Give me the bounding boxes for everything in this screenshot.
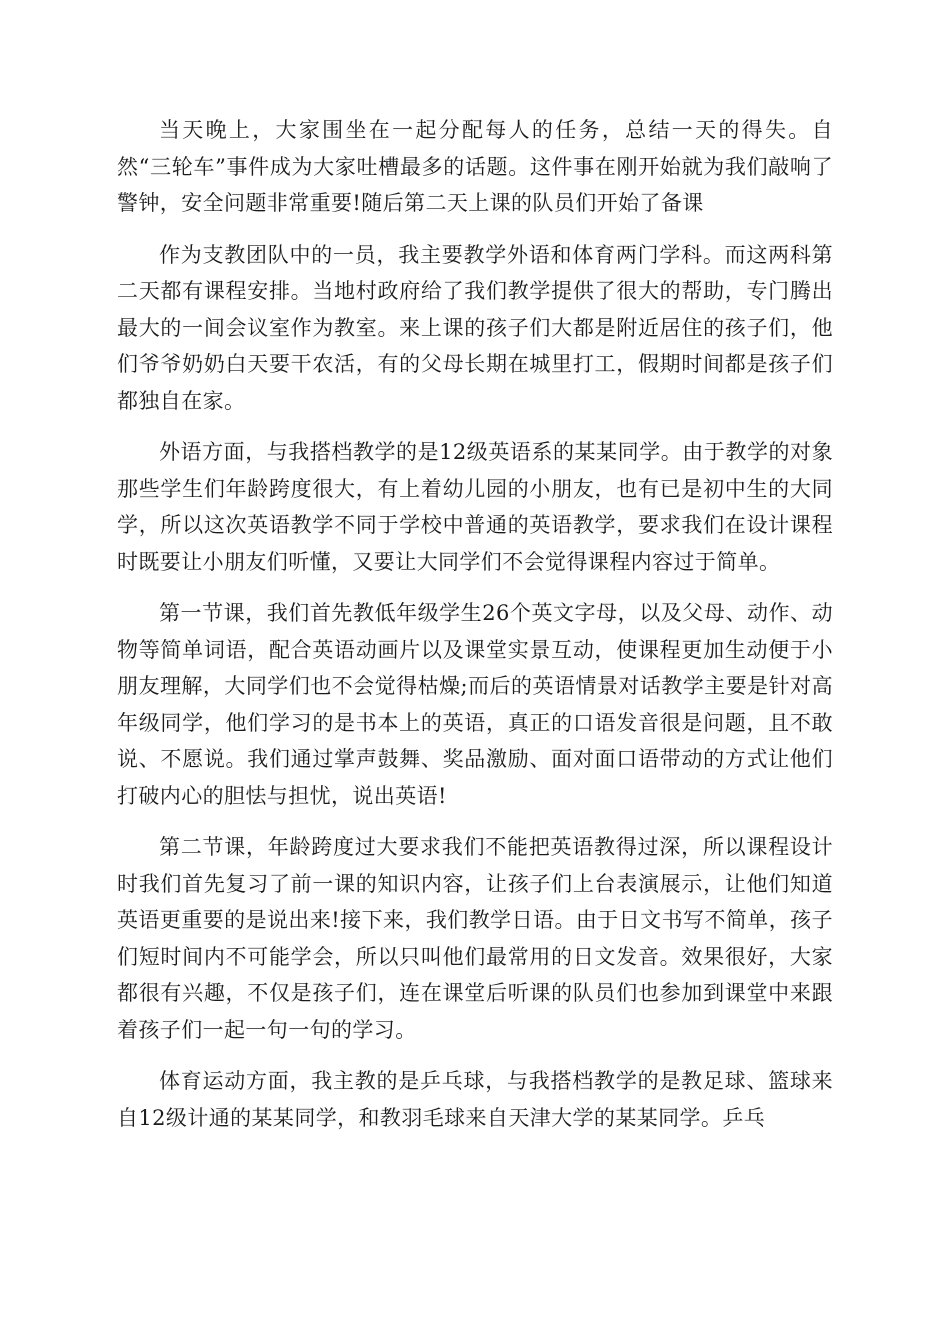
paragraph: 外语方面，与我搭档教学的是12级英语系的某某同学。由于教学的对象那些学生们年龄跨度很大，有上着幼儿园的小朋友，也有已是初中生的大同学，所以这次英语教学不同于学校中普通的英语教学，要求我们在设计课程时既要让小朋友们听懂，又要让大同学们不会觉得课程内容过于简单。 [117,440,833,574]
paragraph: 作为支教团队中的一员，我主要教学外语和体育两门学科。而这两科第二天都有课程安排。当地村政府给了我们教学提供了很大的帮助，专门腾出最大的一间会议室作为教室。来上课的孩子们大都是附近居住的孩子们，他们爷爷奶奶白天要干农活，有的父母长期在城里打工，假期时间都是孩子们都独自在家。 [117,242,833,413]
paragraph: 体育运动方面，我主教的是乒乓球，与我搭档教学的是教足球、篮球来自12级计通的某某同学，和教羽毛球来自天津大学的某某同学。乒乓 [117,1069,833,1130]
paragraph: 第二节课，年龄跨度过大要求我们不能把英语教得过深，所以课程设计时我们首先复习了前一课的知识内容，让孩子们上台表演展示，让他们知道英语更重要的是说出来!接下来，我们教学日语。由于日文书写不简单，孩子们短时间内不可能学会，所以只叫他们最常用的日文发音。效果很好，大家都很有兴趣，不仅是孩子们，连在课堂后听课的队员们也参加到课堂中来跟着孩子们一起一句一句的学习。 [117,835,833,1042]
document-body [117,112,833,1151]
paragraph: 第一节课，我们首先教低年级学生26个英文字母，以及父母、动作、动物等简单词语，配合英语动画片以及课堂实景互动，使课程更加生动便于小朋友理解，大同学们也不会觉得枯燥;而后的英语情景对话教学主要是针对高年级同学，他们学习的是书本上的英语，真正的口语发音很是问题，且不敢说、不愿说。我们通过掌声鼓舞、奖品激励、面对面口语带动的方式让他们打破内心的胆怯与担忧，说出英语! [117,601,833,808]
paragraph: 当天晚上，大家围坐在一起分配每人的任务，总结一天的得失。自然“三轮车”事件成为大家吐槽最多的话题。这件事在刚开始就为我们敲响了警钟，安全问题非常重要!随后第二天上课的队员们开始了备课 [117,118,833,215]
